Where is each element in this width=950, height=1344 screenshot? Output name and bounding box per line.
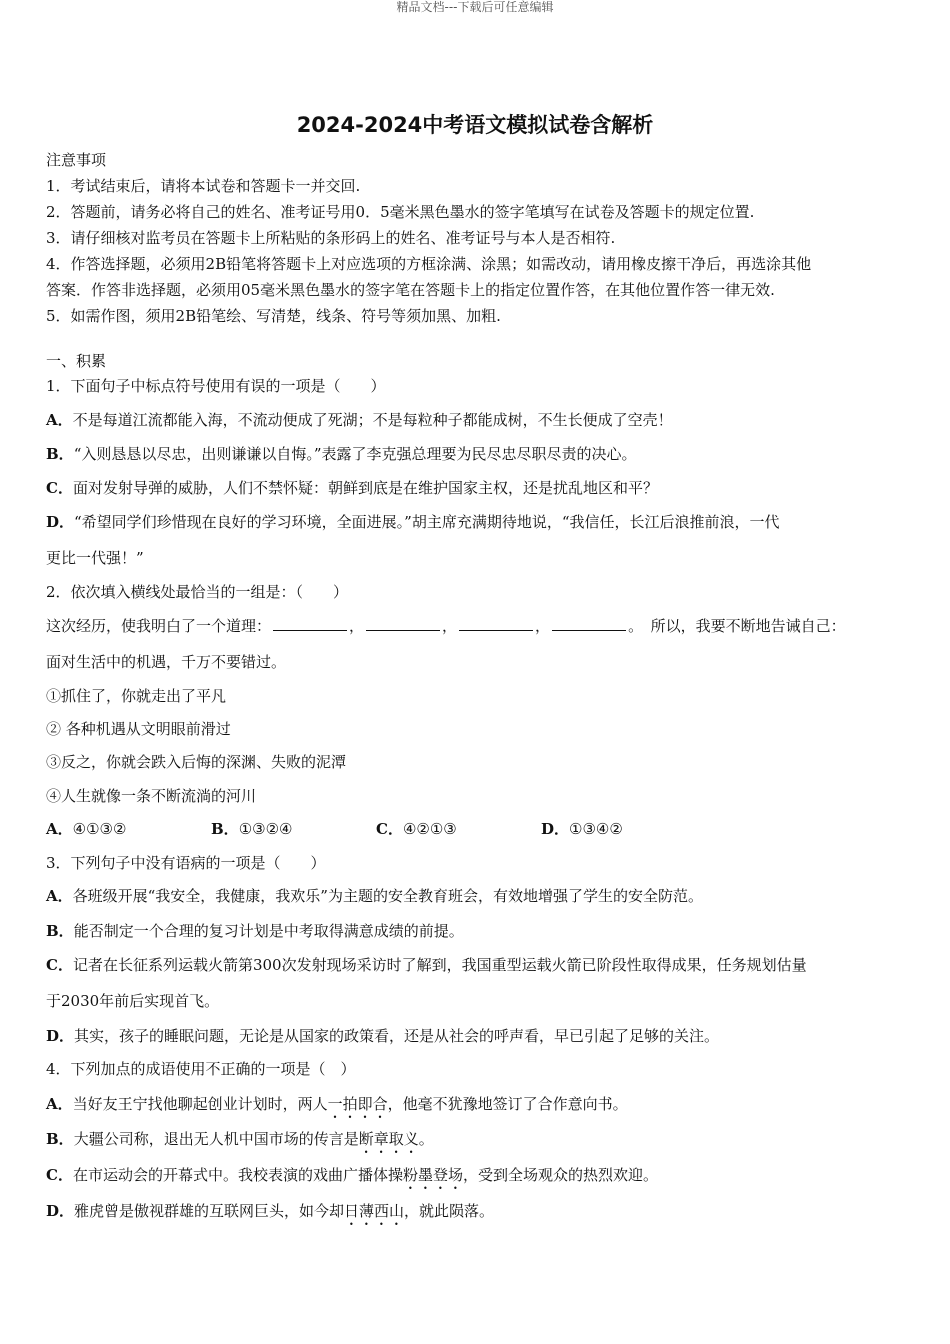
- option-text: 各班级开展“我安全，我健康，我欢乐”为主题的安全教育班会，有效地增强了学生的安全防范。: [72, 887, 703, 905]
- question-2-item: ④人生就像一条不断流淌的河川: [46, 787, 257, 805]
- answer-blank[interactable]: [366, 616, 440, 631]
- option-text: 在市运动会的开幕式中。我校表演的戏曲广播体操: [72, 1166, 403, 1184]
- option-label: A．: [46, 887, 73, 905]
- question-4-stem: 4．下列加点的成语使用不正确的一项是（ ）: [46, 1060, 356, 1078]
- option-label: B．: [211, 820, 239, 838]
- question-3-option-a: [46, 885, 703, 907]
- option-label: C．: [46, 479, 73, 497]
- option-text: 。: [418, 1130, 434, 1148]
- option-label: B．: [46, 1130, 74, 1148]
- option-text: ④①③②: [72, 820, 127, 838]
- option-c: [376, 818, 541, 840]
- option-text: ①③④②: [569, 820, 623, 838]
- option-text: ①③②④: [238, 820, 293, 838]
- option-label: D．: [46, 1027, 75, 1045]
- option-label: B．: [46, 922, 74, 940]
- question-2-item: ② 各种机遇从文明眼前滑过: [46, 720, 231, 738]
- option-text: ，就此陨落。: [404, 1202, 495, 1220]
- section-heading: 一、积累: [46, 352, 107, 370]
- question-4-option-c: [46, 1164, 658, 1193]
- answer-blank[interactable]: [459, 616, 533, 631]
- notice-item: 5．如需作图，须用2B铅笔绘、写清楚，线条、符号等须加黑、加粗.: [46, 307, 501, 325]
- question-1-option-c: [46, 477, 658, 499]
- option-text: 面对发射导弹的威胁，人们不禁怀疑：朝鲜到底是在维护国家主权，还是扰乱地区和平？: [72, 479, 658, 497]
- option-d: [541, 818, 706, 840]
- question-1-option-d-cont: 更比一代强！”: [46, 549, 144, 567]
- option-text: ④②①③: [402, 820, 457, 838]
- separator: ，: [442, 617, 458, 635]
- emphasized-idiom: 断章取义: [358, 1130, 419, 1148]
- notice-item: 2．答题前，请务必将自己的姓名、准考证号用0．5毫米黑色墨水的签字笔填写在试卷及答题卡的规定位置.: [46, 203, 755, 221]
- option-label: D．: [46, 513, 75, 531]
- emphasized-idiom: 日薄西山: [344, 1202, 405, 1220]
- passage-text: 。 所以，我要不断地告诫自己：: [628, 617, 846, 635]
- option-label: B．: [46, 445, 74, 463]
- question-2-passage: [46, 615, 846, 637]
- passage-text: 这次经历，使我明白了一个道理：: [46, 617, 272, 635]
- question-2-item: ①抓住了，你就走出了平凡: [46, 687, 227, 705]
- question-4-option-d: [46, 1200, 494, 1229]
- emphasized-idiom: 粉墨登场: [402, 1166, 463, 1184]
- option-label: A．: [46, 820, 73, 838]
- option-text: 记者在长征系列运载火箭第300次发射现场采访时了解到，我国重型运载火箭已阶段性取得成果，任务规划估量: [72, 956, 807, 974]
- option-label: D．: [46, 1202, 75, 1220]
- answer-blank[interactable]: [552, 616, 626, 631]
- option-text: 雅虎曾是傲视群雄的互联网巨头，如今却: [74, 1202, 345, 1220]
- question-3-option-d: [46, 1025, 719, 1047]
- question-2-options: [46, 818, 706, 840]
- question-2-item: ③反之，你就会跌入后悔的深渊、失败的泥潭: [46, 753, 347, 771]
- option-text: 当好友王宁找他聊起创业计划时，两人: [72, 1095, 328, 1113]
- question-2-passage-cont: 面对生活中的机遇，千万不要错过。: [46, 653, 287, 671]
- option-text: 不是每道江流都能入海，不流动便成了死湖；不是每粒种子都能成树，不生长便成了空壳！: [72, 411, 673, 429]
- question-3-option-c-cont: 于2030年前后实现首飞。: [46, 992, 220, 1010]
- notice-item: 4．作答选择题，必须用2B铅笔将答题卡上对应选项的方框涂满、涂黑；如需改动，请用橡皮擦干净后，再选涂其他: [46, 255, 812, 273]
- option-label: A．: [46, 411, 73, 429]
- question-1-stem: 1．下面句子中标点符号使用有误的一项是（ ）: [46, 377, 386, 395]
- question-3-option-c: [46, 954, 807, 976]
- answer-blank[interactable]: [273, 616, 347, 631]
- option-text: 其实，孩子的睡眠问题，无论是从国家的政策看，还是从社会的呼声看，早已引起了足够的关注。: [74, 1027, 720, 1045]
- option-text: ，受到全场观众的热烈欢迎。: [462, 1166, 658, 1184]
- notice-item: 3．请仔细核对监考员在答题卡上所粘贴的条形码上的姓名、准考证号与本人是否相符.: [46, 229, 616, 247]
- notice-item: 1．考试结束后，请将本试卷和答题卡一并交回.: [46, 177, 361, 195]
- question-2-stem: 2．依次填入横线处最恰当的一组是：（ ）: [46, 583, 349, 601]
- option-text: “希望同学们珍惜现在良好的学习环境，全面进展。”胡主席充满期待地说，“我信任，长江后浪推前浪，一代: [74, 513, 780, 531]
- option-text: ，他毫不犹豫地签订了合作意向书。: [387, 1095, 628, 1113]
- notice-heading: 注意事项: [46, 151, 107, 169]
- page-header: 精品文档---下载后可任意编辑: [396, 0, 554, 14]
- question-1-option-d: [46, 511, 780, 533]
- option-text: 大疆公司称，退出无人机中国市场的传言是: [73, 1130, 359, 1148]
- option-label: A．: [46, 1095, 73, 1113]
- notice-item: 答案．作答非选择题，必须用05毫米黑色墨水的签字笔在答题卡上的指定位置作答，在其他位置作答一律无效.: [46, 281, 775, 299]
- emphasized-idiom: 一拍即合: [327, 1095, 388, 1113]
- question-4-option-a: [46, 1093, 628, 1122]
- question-3-stem: 3．下列句子中没有语病的一项是（ ）: [46, 854, 326, 872]
- separator: ，: [349, 617, 365, 635]
- separator: ，: [535, 617, 551, 635]
- option-label: C．: [46, 956, 73, 974]
- page-title: 2024-2024中考语文模拟试卷含解析: [296, 113, 654, 137]
- option-b: [211, 818, 376, 840]
- question-1-option-b: [46, 443, 637, 465]
- option-text: “入则恳恳以尽忠，出则谦谦以自悔。”表露了李克强总理要为民尽忠尽职尽责的决心。: [73, 445, 637, 463]
- option-label: D．: [541, 820, 570, 838]
- question-4-option-b: [46, 1128, 434, 1157]
- question-1-option-a: [46, 409, 673, 431]
- question-3-option-b: [46, 920, 464, 942]
- option-label: C．: [46, 1166, 73, 1184]
- option-label: C．: [376, 820, 403, 838]
- option-a: [46, 818, 211, 840]
- option-text: 能否制定一个合理的复习计划是中考取得满意成绩的前提。: [73, 922, 464, 940]
